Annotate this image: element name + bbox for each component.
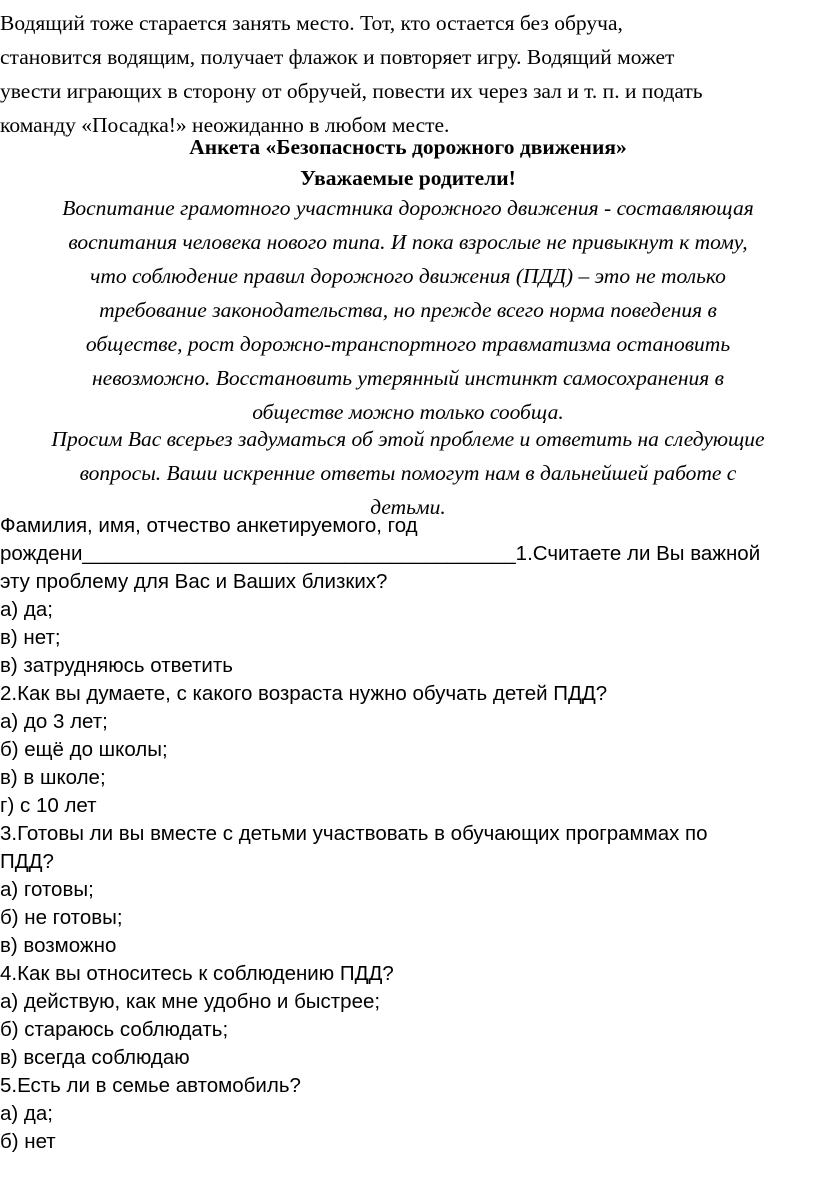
request-line: Просим Вас всерьез задуматься об этой проблеме и ответить на следующие <box>51 427 765 451</box>
appeal-line: обществе можно только сообща. <box>252 400 564 424</box>
request-line: вопросы. Ваши искренние ответы помогут нам в дальнейшей работе с <box>79 461 737 485</box>
survey-title: Анкета «Безопасность дорожного движения» <box>189 135 627 159</box>
answer-option: в) затрудняюсь ответить <box>0 654 233 677</box>
appeal-line: невозможно. Восстановить утерянный инстинкт самосохранения в <box>92 366 724 390</box>
appeal-line: что соблюдение правил дорожного движения (ПДД) – это не только <box>90 264 726 288</box>
answer-option: б) не готовы; <box>0 906 123 929</box>
intro-line: увести играющих в сторону от обручей, повести их через зал и т. п. и подать <box>0 79 703 103</box>
answer-option: а) до 3 лет; <box>0 710 108 733</box>
answer-option: а) действую, как мне удобно и быстрее; <box>0 990 381 1013</box>
intro-paragraph <box>0 6 808 142</box>
appeal-paragraph <box>0 191 816 429</box>
question-text: ПДД? <box>0 850 54 873</box>
greeting-heading: Уважаемые родители! <box>300 166 516 190</box>
intro-line: команду «Посадка!» неожиданно в любом месте. <box>0 113 450 137</box>
request-line: детьми. <box>370 495 446 519</box>
answer-option: а) да; <box>0 1102 53 1125</box>
answer-option: г) с 10 лет <box>0 794 97 817</box>
answer-option: б) нет <box>0 1130 56 1153</box>
question-text: 2.Как вы думаете, с какого возраста нужно обучать детей ПДД? <box>0 682 608 705</box>
question-text: 4.Как вы относитесь к соблюдению ПДД? <box>0 962 394 985</box>
respondent-name-line: Фамилия, имя, отчество анкетируемого, год <box>0 514 418 537</box>
survey-questions <box>0 512 816 1156</box>
answer-option: в) всегда соблюдаю <box>0 1046 190 1069</box>
answer-option: а) да; <box>0 598 53 621</box>
intro-line: Водящий тоже старается занять место. Тот, кто остается без обруча, <box>0 11 623 35</box>
question-text: эту проблему для Вас и Ваших близких? <box>0 570 388 593</box>
question-text: 5.Есть ли в семье автомобиль? <box>0 1074 301 1097</box>
intro-line: становится водящим, получает флажок и повторяет игру. Водящий может <box>0 45 675 69</box>
appeal-line: требование законодательства, но прежде всего норма поведения в <box>99 298 717 322</box>
answer-option: а) готовы; <box>0 878 94 901</box>
birth-year-line: рождени______________________________________1.Считаете ли Вы важной <box>0 542 761 565</box>
answer-option: в) в школе; <box>0 766 106 789</box>
appeal-line: Воспитание грамотного участника дорожного движения - составляющая <box>62 196 754 220</box>
request-paragraph <box>0 422 816 524</box>
answer-option: в) нет; <box>0 626 61 649</box>
answer-option: б) стараюсь соблюдать; <box>0 1018 229 1041</box>
answer-option: в) возможно <box>0 934 117 957</box>
answer-option: б) ещё до школы; <box>0 738 168 761</box>
question-text: 3.Готовы ли вы вместе с детьми участвовать в обучающих программах по <box>0 822 708 845</box>
appeal-line: воспитания человека нового типа. И пока взрослые не привыкнут к тому, <box>68 230 748 254</box>
appeal-line: обществе, рост дорожно-транспортного травматизма остановить <box>85 332 731 356</box>
